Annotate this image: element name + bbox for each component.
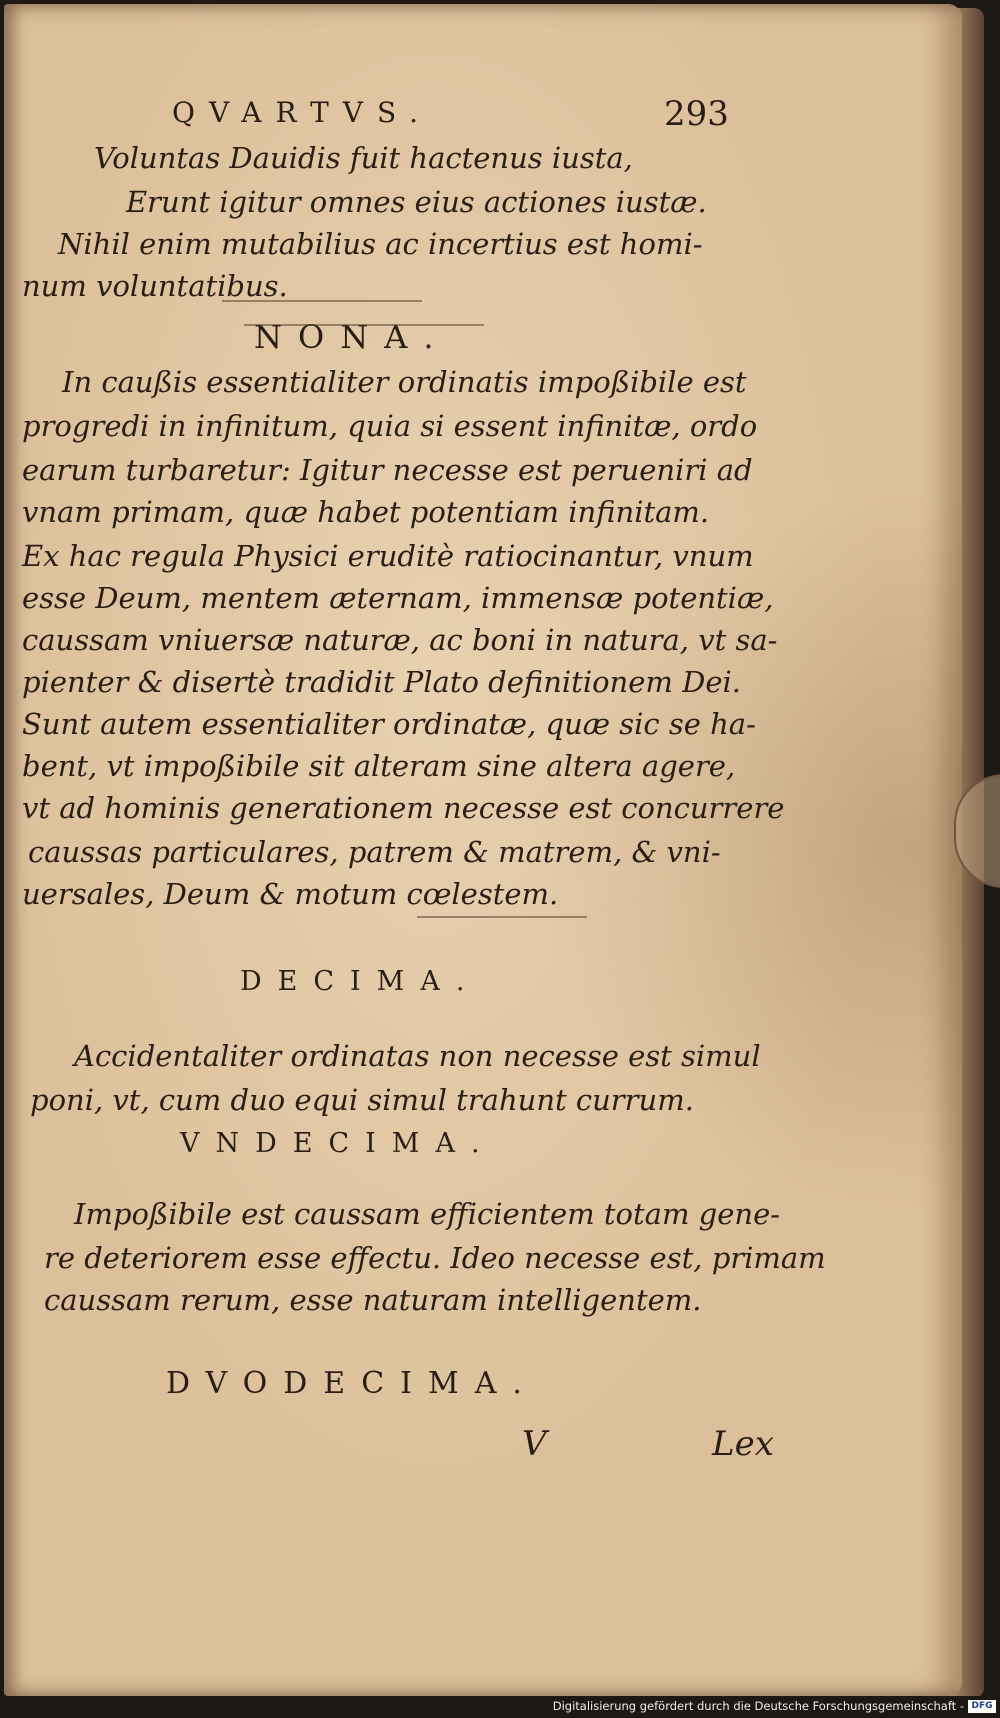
dfg-logo-icon: DFG	[968, 1700, 996, 1713]
text-line: num voluntatibus.	[22, 269, 288, 303]
text-line: pienter & disertè tradidit Plato definitionem Dei.	[22, 665, 742, 699]
text-line: Voluntas Dauidis fuit hactenus iusta,	[94, 141, 633, 175]
text-line: bent, vt impoßibile sit alteram sine altera agere,	[22, 749, 736, 783]
text-line: Erunt igitur omnes eius actiones iustæ.	[126, 185, 707, 219]
text-line: esse Deum, mentem æternam, immensæ potentiæ,	[22, 581, 774, 615]
section-rule	[222, 300, 422, 302]
text-line: vt ad hominis generationem necesse est concurrere	[22, 791, 785, 825]
book-page	[4, 4, 962, 1696]
text-line: Sunt autem essentialiter ordinatæ, quæ sic se ha-	[22, 707, 756, 741]
banner-text: Digitalisierung gefördert durch die Deutsche Forschungsgemeinschaft -	[552, 1699, 964, 1713]
text-line: uersales, Deum & motum cœlestem.	[22, 877, 559, 911]
text-line: Accidentaliter ordinatas non necesse est simul	[74, 1039, 761, 1073]
section-rule	[244, 324, 484, 326]
text-line: progredi in infinitum, quia si essent infinitæ, ordo	[22, 409, 758, 443]
text-line: caussam vniuersæ naturæ, ac boni in natura, vt sa-	[22, 623, 778, 657]
text-line: caussas particulares, patrem & matrem, & vni-	[28, 835, 721, 869]
digitization-banner	[0, 1696, 1000, 1718]
text-line: In caußis essentialiter ordinatis impoßibile est	[62, 365, 747, 399]
text-line: re deteriorem esse effectu. Ideo necesse est, primam	[44, 1241, 826, 1275]
signature-mark: V	[522, 1424, 547, 1464]
text-line: earum turbaretur: Igitur necesse est perueniri ad	[22, 453, 753, 487]
catchword: Lex	[712, 1424, 774, 1464]
running-head: QVARTVS.	[172, 96, 433, 129]
text-line: Impoßibile est caussam efficientem totam gene-	[74, 1197, 781, 1231]
section-heading-nona: NONA.	[254, 318, 450, 356]
page-number: 293	[664, 94, 729, 134]
section-heading-undecima: VNDECIMA.	[180, 1128, 496, 1159]
section-heading-decima: DECIMA.	[240, 966, 481, 997]
text-line: poni, vt, cum duo equi simul trahunt currum.	[30, 1083, 694, 1117]
text-line: vnam primam, quæ habet potentiam infinitam.	[22, 495, 710, 529]
text-line: caussam rerum, esse naturam intelligentem.	[44, 1283, 702, 1317]
text-line: Nihil enim mutabilius ac incertius est homi-	[58, 227, 703, 261]
page-text	[22, 4, 962, 1696]
text-line: Ex hac regula Physici eruditè ratiocinantur, vnum	[22, 539, 754, 573]
section-rule	[417, 916, 587, 918]
section-heading-duodecima: DVODECIMA.	[166, 1366, 538, 1401]
